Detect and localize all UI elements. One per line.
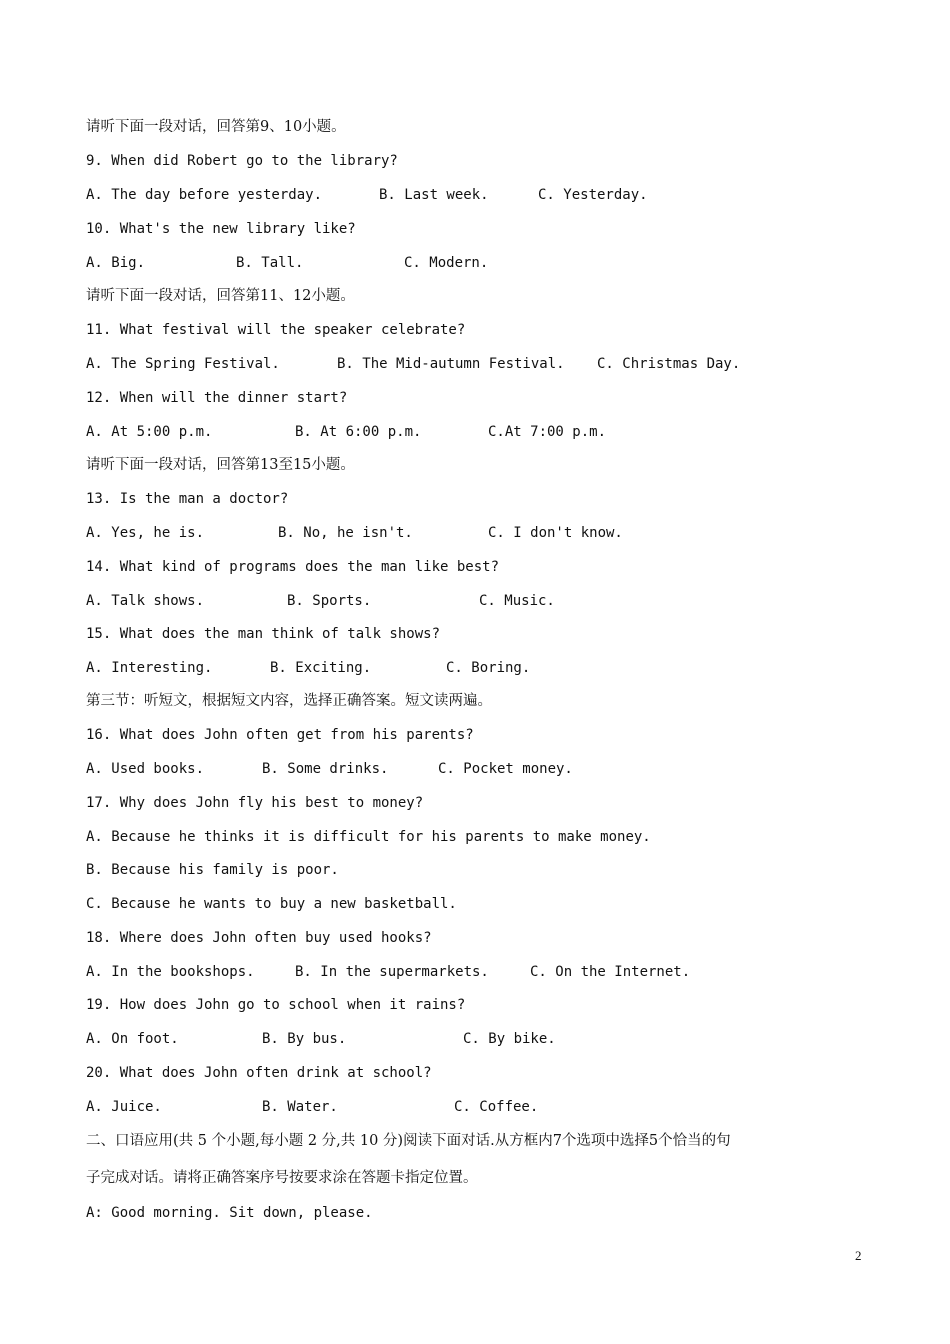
option-20a: A. Juice. xyxy=(86,1099,162,1115)
instruction-11-12: 请听下面一段对话，回答第11、12小题。 xyxy=(86,288,355,304)
option-20c: C. Coffee. xyxy=(454,1099,539,1115)
option-11a: A. The Spring Festival. xyxy=(86,356,280,372)
section-3-heading: 第三节：听短文，根据短文内容，选择正确答案。短文读两遍。 xyxy=(86,693,492,709)
option-16a: A. Used books. xyxy=(86,761,205,777)
option-19a: A. On foot. xyxy=(86,1031,179,1047)
option-16c: C. Pocket money. xyxy=(438,761,573,777)
option-15b: B. Exciting. xyxy=(270,660,372,676)
question-16: 16. What does John often get from his parents? xyxy=(86,727,474,743)
option-10b: B. Tall. xyxy=(236,255,304,271)
question-18: 18. Where does John often buy used hooks? xyxy=(86,930,432,946)
option-18c: C. On the Internet. xyxy=(530,964,691,980)
option-15c: C. Boring. xyxy=(446,660,531,676)
option-17a: A. Because he thinks it is difficult for his parents to make money. xyxy=(86,829,651,845)
option-17b: B. Because his family is poor. xyxy=(86,862,339,878)
instruction-9-10: 请听下面一段对话，回答第9、10小题。 xyxy=(86,119,346,135)
question-17: 17. Why does John fly his best to money? xyxy=(86,795,424,811)
option-13c: C. I don't know. xyxy=(488,525,623,541)
part-2-instruction: 子完成对话。请将正确答案序号按要求涂在答题卡指定位置。 xyxy=(86,1170,478,1186)
option-20b: B. Water. xyxy=(262,1099,338,1115)
option-17c: C. Because he wants to buy a new basketball. xyxy=(86,896,457,912)
option-12a: A. At 5:00 p.m. xyxy=(86,424,213,440)
question-9: 9. When did Robert go to the library? xyxy=(86,153,398,169)
question-11: 11. What festival will the speaker celebrate? xyxy=(86,322,466,338)
question-20: 20. What does John often drink at school? xyxy=(86,1065,432,1081)
option-12c: C.At 7:00 p.m. xyxy=(488,424,607,440)
option-14b: B. Sports. xyxy=(287,593,372,609)
question-15: 15. What does the man think of talk shows? xyxy=(86,626,441,642)
dialog-line-1: A: Good morning. Sit down, please. xyxy=(86,1205,373,1221)
option-18a: A. In the bookshops. xyxy=(86,964,255,980)
option-9b: B. Last week. xyxy=(379,187,489,203)
question-12: 12. When will the dinner start? xyxy=(86,390,348,406)
option-12b: B. At 6:00 p.m. xyxy=(295,424,422,440)
option-18b: B. In the supermarkets. xyxy=(295,964,489,980)
option-14a: A. Talk shows. xyxy=(86,593,205,609)
option-10a: A. Big. xyxy=(86,255,146,271)
option-13a: A. Yes, he is. xyxy=(86,525,205,541)
option-19c: C. By bike. xyxy=(463,1031,556,1047)
option-16b: B. Some drinks. xyxy=(262,761,389,777)
question-13: 13. Is the man a doctor? xyxy=(86,491,289,507)
option-10c: C. Modern. xyxy=(404,255,489,271)
question-10: 10. What's the new library like? xyxy=(86,221,356,237)
question-19: 19. How does John go to school when it rains? xyxy=(86,997,466,1013)
instruction-13-15: 请听下面一段对话，回答第13至15小题。 xyxy=(86,457,355,473)
option-19b: B. By bus. xyxy=(262,1031,347,1047)
option-14c: C. Music. xyxy=(479,593,555,609)
part-2-heading: 二、口语应用(共 5 个小题,每小题 2 分,共 10 分)阅读下面对话.从方框内7个选项中选择5个恰当的句 xyxy=(86,1133,731,1149)
option-11c: C. Christmas Day. xyxy=(597,356,741,372)
question-14: 14. What kind of programs does the man like best? xyxy=(86,559,500,575)
option-11b: B. The Mid-autumn Festival. xyxy=(337,356,565,372)
option-13b: B. No, he isn't. xyxy=(278,525,413,541)
option-15a: A. Interesting. xyxy=(86,660,213,676)
page-number: 2 xyxy=(855,1248,862,1263)
option-9a: A. The day before yesterday. xyxy=(86,187,323,203)
option-9c: C. Yesterday. xyxy=(538,187,648,203)
